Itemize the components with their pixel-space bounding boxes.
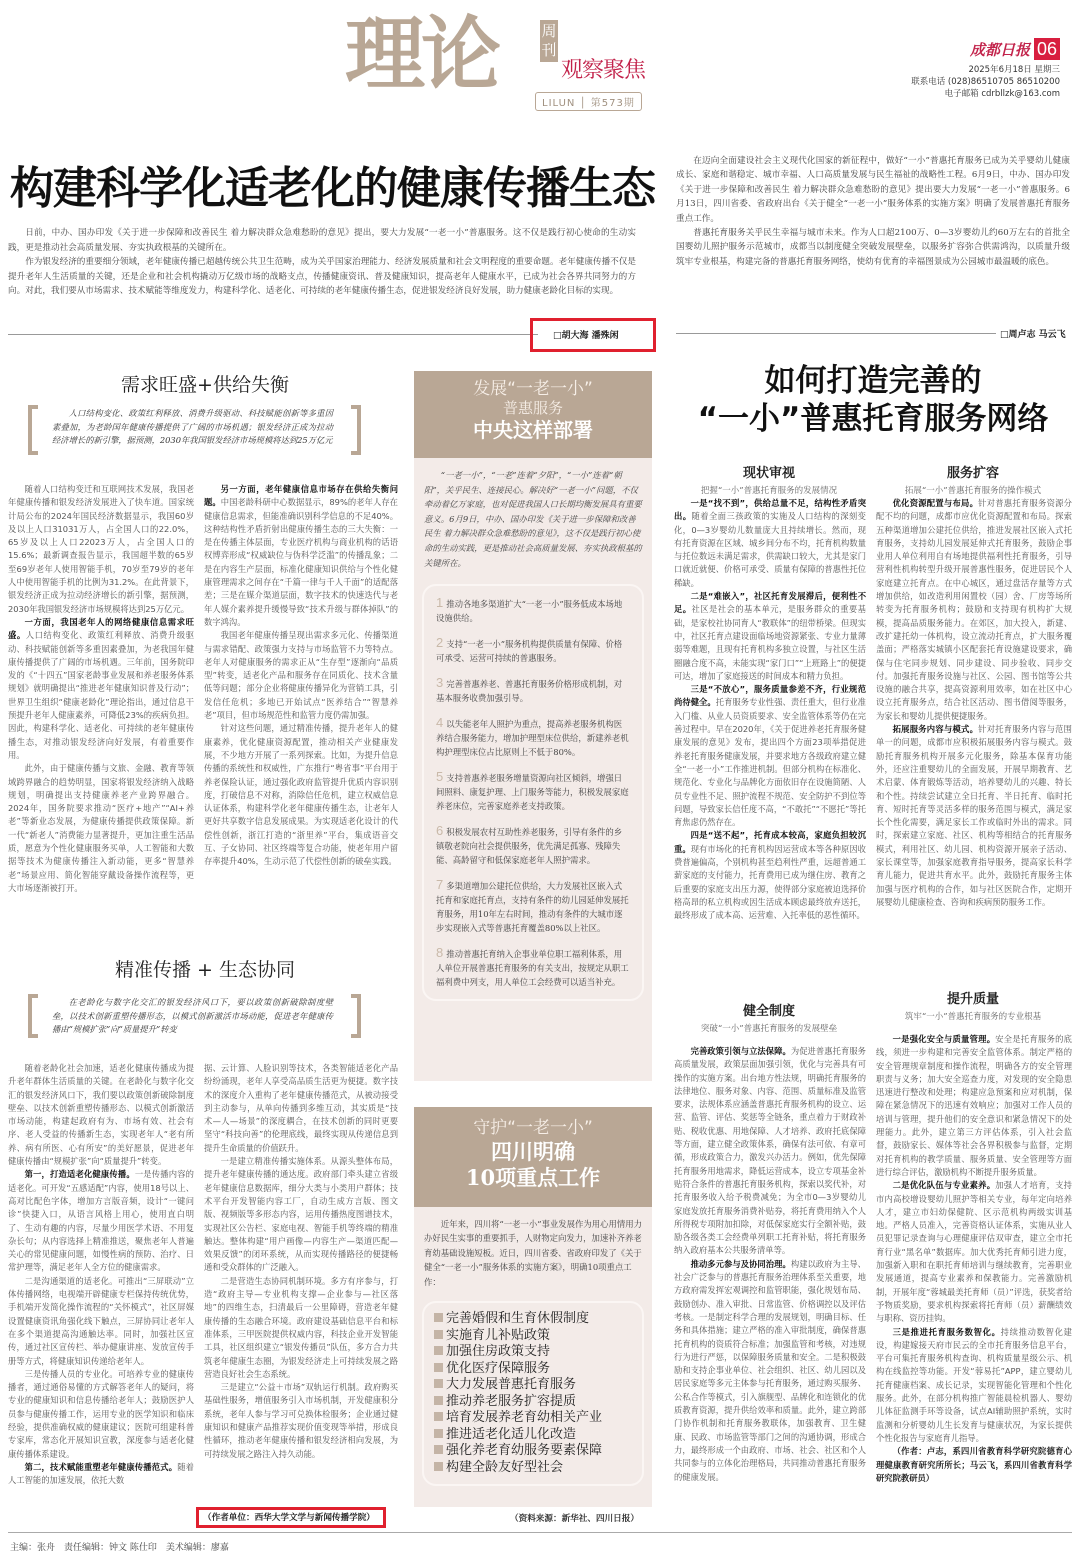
list-item: 推动养老服务扩容提质 [434, 1394, 632, 1411]
subsection-quality: 提升质量 筑牢“一小”普惠托育服务的专业根基 [904, 992, 1042, 1022]
footer-editors: 主编：张舟 责任编辑：钟文 陈仕印 美术编辑：廖嘉 [10, 1543, 229, 1553]
contact-email: 电子邮箱 cdrbllzk@163.com [944, 89, 1060, 99]
sidebar-central-list [422, 584, 644, 1001]
left-article-headline: 构建科学化适老化的健康传播生态 [10, 163, 655, 214]
sidebar-sichuan-work [414, 1107, 652, 1507]
issue-date: 2025年6月18日 星期三 [968, 65, 1060, 75]
section-quote-precision: 在老龄化与数字化交汇的银发经济风口下，要以政策创新破除制度壁垒，以技术创新重塑传播形态，以模式创新激活市场动能，促进老年健康传播由“规模扩张”向“质量提升”转变 [28, 994, 361, 1038]
list-item: 构建全龄友好型社会 [434, 1460, 632, 1477]
sidebar-central-intro: “一老一小”，“一老”连着“夕阳”，“一小”连着“朝阳”，关乎民生、连接民心。解决好“一老一小”问题，不仅牵动着亿万家庭，也对促进我国人口长期均衡发展具有重要意义。6月9日，中办、国办印发《关于进一步保障和改善民生 着力解决群众急难愁盼的意见》，这不仅是践行初心使命的生动实践，更是推动社会高质量发展、夯实执政根基的关键所在。 [424, 470, 642, 568]
contact-phone: 联系电话 (028)86510705 86510200 [911, 77, 1060, 87]
list-item: 3 完善普惠养老、普惠托育服务价格形成机制，对基本服务收费加强引导。 [436, 675, 623, 704]
bracket-left [28, 994, 38, 1038]
article-column: 另一方面，老年健康信息市场存在供给失衡问题。中国老龄科研中心数据显示，89%的老年人存在健康信息需求，但能准确识别科学信息的不足40%。这种结构性矛盾折射出健康传播生态的三大失衡：一是在传播主体层面，专业医疗机构与商业机构的话语权博弈形成“权威缺位与伪科学泛滥”的传播乱象；二是在内容生产层面，标准化健康知识供给与个性化健康管理需求之间存在“千篇一律与千人千面”的适配落差；三是在媒介渠道层面，数字技术的快速迭代与老年人媒介素养提升缓慢导致“技术升级与群体掉队”的数字鸿沟。 我国老年健康传播呈现出需求多元化、传播渠道与需求错配、政策强力支持与市场监管不力等特点。老年人对健康服务的需求正从“生存型”逐渐向“品质型”转变，适老化产品和服务存在同质化、技术含量低等问题；部分企业将健康传播异化为营销工具，引发信任危机；多地已开始试点“医养结合”“智慧养老”项目，但市场规范性和监管力度仍需加强。 针对这些问题，通过精准传播，提升老年人的健康素养，优化健康资源配置，推动相关产业健康发展，不少地方开展了一系列探索。比如，为提升信息传播的系统性和权威性，广东推行“粤省事”平台用于养老保险认证，通过强化政府监管提升优质内容识别度，打破信息不对称，消除信任危机，建立权威信息认证体系，构建科学化老年健康传播生态，让老年人更好共享数字信息发展成果。为实现适老化设计的代偿性创新，浙江打造的“浙里养”平台，集成语音交互、子女协同、社区终端等复合功能，使老年用户留存率提升40%，生动示范了代偿性创新的破垒实践。 [204, 484, 398, 867]
masthead [345, 7, 705, 109]
source-note: （资料来源：新华社、四川日报） [510, 1514, 639, 1524]
list-item: 7 多渠道增加公建托位供给，大力发展社区嵌入式托育和家庭托育点，支持有条件的幼儿园延伸发展托育服务，用10年左右时间，推动有条件的大城市逐步实现嵌入式等普惠托育覆盖80%以上社区。 [436, 877, 629, 934]
list-item: 大力发展普惠托育服务 [434, 1377, 632, 1394]
sidebar-sichuan-header: 守护“一老一小” 四川明确 10项重点工作 [414, 1107, 652, 1207]
sidebar-central-deployment [414, 371, 652, 1081]
left-article-intro: 日前，中办、国办印发《关于进一步保障和改善民生 着力解决群众急难愁盼的意见》提出，要大力发展“一老一小”普惠服务。这不仅是践行初心使命的生动实践，更是推动社会高质量发展、夯实执政根基的关键所在。 作为银发经济的重要细分领域，老年健康传播已超越传统公共卫生范畴，成为关乎国家治理能力、经济发展质量和社会文明程度的重要命题。老年健康传播不仅是提升老年人生活质量的关键，还是企业和社会机构撬动万亿级市场的战略支点，传播健康资讯、普及健康知识，提高老年人健康水平，已成为社会各界共同努力的方向。对此，我们要从市场需求、技术赋能等维度发力，构建科学化、适老化、可持续的老年健康传播生态，促进银发经济良好发展，助力健康老龄化目标的实现。 [8, 228, 636, 296]
list-item: 6 积极发展农村互助性养老服务，引导有条件的乡镇敬老院向社会提供服务，优先满足孤寡、残障失能、高龄留守和低保家庭老年人照护需求。 [436, 823, 623, 866]
list-item: 推进适老化适儿化改造 [434, 1427, 632, 1444]
masthead-weekly-badge: 周 刊 [540, 20, 558, 62]
article-column: 一是强化安全与质量管理。安全是托育服务的底线，须进一步构建和完善安全监管体系。制定严格的安全管理规章制度和操作流程，明确各方的安全管理职责与义务；加大安全巡查力度，对发现的安全隐患迅速进行整改和处理；构建应急预案和应对机制，保障在紧急情况下的迅速有效响应；加强对工作人员的培训与管理，提升他们的安全意识和紧急情况下的处理能力。此外，建立第三方评估体系，引入社会监督，鼓励家长、媒体等社会各界积极参与监督，定期对托育机构的教学质量、服务质量、安全管理等方面进行综合评估，激励机构不断提升服务质量。 二是优化队伍与专业素养。加强人才培育，支持市内高校增设婴幼儿照护等相关专业，每年定向培养人才，建立市妇幼保健院、区示范机构两级实训基地。严格人员准入，完善资格认证体系，实施从业人员犯罪记录查询与心理健康评估双审查，建立全市托育行业“黑名单”数据库。加大优秀托育师引进力度，加强新入职和在职托育师培训与继续教育，完善职业发展通道，提高专业素养和保教能力。完善激励机制，开展年度“蓉城最美托育师（员）”评选，获奖者给予物质奖励，要求机构探索将托育师（员）薪酬绩效与职称、资历挂钩。 三是推进托育服务数智化。持续推动数智化建设，构建嫁接天府市民云的全市托育服务信息平台，平台可集托育服务机构查询、机构质量星级公示、机构在线监控等功能。开发“蓉易托”APP，建立婴幼儿托育健康档案、成长记录，实现智能化管理和个性化服务。此外，在部分机构推广智能晨检机器人、婴幼儿体征监测手环等设备，试点AI辅助照护系统，实时监测和分析婴幼儿生长发育与健康状况，为家长提供个性化报告与家庭育儿指导。 （作者：卢志，系四川省教育科学研究院德育心理健康教育研究所所长；马云飞，系四川省教育科学研究院教研员） [876, 1033, 1072, 1485]
subsection-expansion: 服务扩容 拓展“一小”普惠托育服务的操作模式 [904, 466, 1042, 496]
masthead-column: 观察聚焦 [561, 58, 646, 83]
article-column: 随着老龄化社会加速，适老化健康传播成为提升老年群体生活质量的关键。在老龄化与数字化交汇的银发经济风口下，我们要以政策创新破除制度壁垒、以技术创新重塑传播形态、以模式创新激活市场动能，构建起政府有为、市场有效、社会有序、老人受益的传播新生态，实现老年人“老有所养、病有所医、心有所安”的美好愿景，促进老年健康传播由“规模扩张”向“质量提升”转变。 第一，打造适老化健康传播。一是传播内容的适老化。可开发“五感适配”内容，使用18号以上、高对比配色字体，增加方言版音频，设计“一键问诊”快捷入口，从语言风格上用心，使用直白明了、生动有趣的内容，尽量少用医学术语、不用复杂长句；从内容选择上精准推送，聚焦老年人普遍关心的常见健康问题，如慢性病的预防、治疗、日常护理等，满足老年人全方位的健康需求。 二是沟通渠道的适老化。可推出“三屏联动”立体传播网络，电视端开辟健康专栏保持传统优势，手机端开发简化操作流程的“关怀模式”，社区屏媒设置健康资讯角强化线下触点，三屏协同让老年人在多个渠道提高沟通触达率。同时，加强社区宣传，通过社区宣传栏、举办健康讲座、发放宣传手册等方式，将健康知识传递给老年人。 三是传播人员的专业化。可培养专业的健康传播者，通过通俗易懂的方式解答老年人的疑问，将专业的健康知识和信息传播给老年人；鼓励医护人员参与健康传播工作，运用专业的医学知识和临床经验，提供准确权威的健康建议；医院可组建科普专家库，常态化开展知识宣教，深度参与适老化健康传播体系建设。 第二，技术赋能重塑老年健康传播范式。随着人工智能的加速发展，依托大数 [8, 1063, 194, 1486]
paper-name-logo: 成都日报 [969, 40, 1030, 59]
subsection-system: 健全制度 突破“一小”普惠托育服务的发展壁垒 [700, 1004, 838, 1034]
bracket-left [28, 405, 38, 455]
right-article-byline: □周卢志 马云飞 [1000, 330, 1066, 340]
list-item: 培育发展养老育幼相关产业 [434, 1410, 632, 1427]
sidebar-sichuan-intro: 近年来，四川将“一老一小”事业发展作为用心用情用力办好民生实事的重要抓手，人财物定向发力，加速补齐养老育幼基础设施短板。近日，四川省委、省政府印发了《关于健全“一老一小”服务体系的实施方案》，明确10项重点工作： [424, 1219, 642, 1287]
section-quote-demand: 人口结构变化、政策红利释放、消费升级驱动、科技赋能创新等多重因素叠加，为老龄国年健康传播提供了广阔的市场机遇；银发经济正成为拉动经济增长的新引擎，据预测，2030年我国银发经济市场规模将达到25万亿元 [28, 405, 361, 455]
divider [676, 333, 996, 334]
page-number-badge: 06 [1034, 38, 1060, 60]
list-item: 5 支持普惠养老服务增量资源向社区倾斜，增强日间照料、康复护理、上门服务等能力，积极发展家庭养老床位，完善家庭养老支持政策。 [436, 769, 629, 812]
list-item: 强化养老育幼服务要素保障 [434, 1443, 632, 1460]
paper-info [890, 38, 1060, 100]
article-column: 随着人口结构变迁和互联网技术发展，我国老年健康传播和银发经济发展进入了快车道。国家统计局公布的2024年国民经济数据显示，我国60岁及以上人口31031万人，占全国人口的22.0%，65岁及以上人口22023万人，占全国人口的15.6%；最新调查报告显示，我国超半数的65岁至69岁老年人使用智能手机，70岁至79岁的老年人中使用智能手机的比例为31.2%。在此背景下，银发经济正成为拉动经济增长的新引擎，据预测，2030年我国银发经济市场规模将达到25万亿元。 一方面，我国老年人的网络健康信息需求旺盛。人口结构变化、政策红利释放、消费升级驱动、科技赋能创新等多重因素叠加，为老我国年健康传播提供了广阔的市场机遇。三年前，国务院印发的《“十四五”国家老龄事业发展和养老服务体系规划》就明确提出“推进老年健康知识普及行动”；世界卫生组织“健康老龄化”理论指出，通过信息干预提升老年人健康素养，可降低23%的疾病负担。因此，构建科学化、适老化、可持续的老年健康传播生态，对推动银发经济向好发展，有着重要作用。 此外，由于健康传播与文旅、金融、教育等领域跨界融合的趋势明显，国家将银发经济纳入战略规划，明确提出支持健康养老产业跨界融合。2024年，国务院要求推动“医疗+地产”“AI+养老”等新业态发展，为健康传播提供政策保障。新一代“新老人”消费能力显著提升，更加注重生活品质，愿意为个性化健康服务买单，人工智能和大数据等技术为健康传播注入新动能，更多“智慧养老”场景应用、简化智能穿戴设备操作流程等，更大市场逐渐被打开。 [8, 484, 194, 893]
article-column: 完善政策引领与立法保障。为促进普惠托育服务高质量发展，政策层面加强引领，优化与完善具有可操作的实施方案。出台地方性法规，明确托育服务的法律地位、服务对象、内容、范围、质量标准及监管要求，法规体系应涵盖普惠托育服务机构的设立、运营、监管、评估、奖惩等全链条，重点着力于财政补贴、税收优惠、用地保障、人才培养、政府托底保障等方面，建立健全政策体系，确保有法可依、有章可循，形成政策合力，激发兴办活力。例如，优先保障托育服务用地需求，降低运营成本，设立专项基金补贴符合条件的普惠托育服务机构，探索以奖代补，对托育服务收入给予税费减免；为全市0—3岁婴幼儿家庭发放托育服务消费补贴券，将托育费用纳入个人所得税专项附加扣除，对低保家庭实行全额补贴，鼓励各级各类工会经费单列职工托育补贴，将托育服务纳入政府基本公共服务清单等。 推动多元参与及协同治理。构建以政府为主导、社会广泛参与的普惠托育服务治理体系至关重要，地方政府需发挥宏观调控和监管职能，强化规划布局、鼓励创办、准入审批、日常监管、价格调控以及评估考核。一是制定科学合理的发展规划，明确目标、任务和具体措施；建立严格的准入审批制度，确保普惠托育机构的资质符合标准；加强监管和考核，对违规行为进行严惩，以保障服务质量和安全。二是积极鼓励和支持企事业单位、社会组织、社区、幼儿园以及居民家庭等多元主体参与托育服务，通过购买服务、公私合作等模式，引入旗舰型、品牌化和连锁化的优质教育资源，提升供给效率和质量。此外，建立跨部门协作机制和托育服务教联体，加强教育、卫生健康、民政、市场监管等部门之间的沟通协调，形成合力，最终形成一个由政府、市场、社会、社区和个人共同参与的立体化治理格局，共同推动普惠托育服务的健康发展。 [674, 1046, 866, 1482]
list-item: 实施育儿补贴政策 [434, 1328, 632, 1345]
masthead-title: 理论 [345, 7, 497, 101]
sidebar-sichuan-list [422, 1301, 644, 1486]
list-item: 4 以失能老年人照护为重点，提高养老服务机构医养结合服务能力，增加护理型床位供给，新建养老机构护理型床位占比原则上不低于80%。 [436, 715, 629, 758]
list-item: 优化医疗保障服务 [434, 1361, 632, 1378]
section-title-demand: 需求旺盛+供给失衡 [121, 374, 289, 396]
article-column: 据、云计算、人脸识别等技术，各类智能适老化产品纷纷涌现，老年人享受高品质生活更为便捷。数字技术的深度介入重构了老年健康传播范式，从被动接受到主动参与，从单向传播到多维互动，其实质是“技术—人—场景”的深度耦合，在技术创新的同时更要坚守“科技向善”的伦理底线，最终实现从传递信息到提升生命质量的价值跃升。 一是建立精准传播实施体系。从源头整体布局，提升老年健康传播的通达度。政府部门牵头建立省级老年健康信息数据库，细分大类与小类用户群体；技术平台开发智能内容工厂，自动生成方言版、图文版、视频版等多形态内容，运用传播热度图谱技术，实现社区公告栏、家庭电视、智能手机等终端的精准触达。整体构建“用户画像—内容生产—渠道匹配—效果反馈”的闭环系统，从而实现传播路径的便捷畅通和受众群体的广泛融入。 二是营造生态协同机制环境。多方有序参与，打造“政府主导—专业机构支撑—企业参与—社区落地”的四维生态，扫清最后一公里障碍，营造老年健康传播的生态融合环境。政府建设基础信息平台和标准体系，三甲医院提供权威内容，科技企业开发智能工具，社区组织建立“银发传播员”队伍，多方合力共筑老年健康生态圈，为银发经济走上可持续发展之路营造良好社会生态系统。 三是建立“公益＋市场”双轨运行机制。政府购买基础性服务，增值服务引入市场机制，开发健康积分系统，老年人参与学习可兑换体检服务；企业通过健康知识和健康产品推荐实现价值变现等举措，形成良性循环，推动老年健康传播和银发经济相向发展，为可持续发展之路注入持久动能。 [204, 1063, 398, 1459]
list-item: 1 推动各地多渠道扩大“一老一小”服务低成本场地设施供给。 [436, 595, 623, 624]
article-column: 一是“找不到”，供给总量不足，结构性矛盾突出。随着全面三孩政策的实施及人口结构的深刻变化，0—3岁婴幼儿数量庞大且持续增长。然而，现有托育资源在区域、城乡间分布不均，托育机构数量与托位数远未满足需求，供需缺口较大，尤其是家门口就近就便、价格可承受、质量有保障的普惠性托位稀缺。 二是“难嵌入”，社区托育发展滞后，便利性不足。社区是社会的基本单元，是服务群众的重要基础，是家校社协同育人“教联体”的纽带桥梁。但现实中，社区托育点建设面临场地资源紧张、专业力量薄弱等难题，且现有托育机构多独立设置，与社区生活圈融合度不高，未能实现“家门口”“上班路上”的便捷可达，增加了家庭接送的时间成本和精力负担。 三是“不放心”，服务质量参差不齐，行业规范尚待健全。托育服务专业性强、责任重大，但行业准入门槛、从业人员资质要求、安全监管体系等仍在完善过程中。早在2020年，《关于促进养老托育服务健康发展的意见》发布，提出四个方面23项举措促进养老托育服务健康发展，并要求地方各级政府建立健全“一老一小”工作推进机制。但部分机构在标准化、规范化、专业化与品牌化方面依旧存在设施简陋、人员专业性不足、照护流程不规范、安全防护不到位等问题，导致家长信任度不高，“不敢托”“不愿托”等托育焦虑仍然存在。 四是“送不起”，托育成本较高，家庭负担较沉重。现有市场化的托育机构因运营成本等各种原因收费普遍偏高，个别机构甚至趋利性严重，远超普通工薪家庭的支付能力，托育费用已成为继住房、教育之后重要的家庭支出压力源，使得部分家庭被迫选择价格高昂的私立机构或因生活成本顾虑最终放弃送托，最终形成了成本高、运营难、入托率低的恶性循环。 [674, 498, 866, 921]
list-item: 8 推动普惠托育纳入企事业单位职工福利体系，用人单位开展普惠托育服务的有关支出，按规定从职工福利费中列支，用人单位工会经费可以适当补充。 [436, 945, 629, 988]
sidebar-central-header: 发展“一老一小” 普惠服务 中央这样部署 [414, 371, 652, 458]
author-unit: （作者单位：西华大学文学与新闻传播学院） [203, 1513, 375, 1523]
footer-divider [8, 1532, 1072, 1533]
list-item: 加强住房政策支持 [434, 1344, 632, 1361]
masthead-issue: LILUN │ 第573期 [535, 92, 642, 111]
article-column: 优化资源配置与布局。针对普惠托育服务资源分配不均的问题，成都市应优化资源配置和布局。探索五种渠道增加公建托位供给，推进发展社区嵌入式托育服务，支持幼儿园发展延伸式托育服务，鼓励企事业用人单位利用自有场地提供福利性托育服务，引导营利性机构转型升级开展普惠性服务，促进居民个人家庭建立托育点。在中心城区，通过盘活存量等方式增加供给，如改造利用闲置校（园）舍、厂房等场所转变为托育服务机构；鼓励和支持现有机构扩大规模，提高品质服务能力。在郊区，加大投入，新建、改扩建托幼一体机构，设立流动托育点，扩大服务覆盖面；严格落实城镇小区配套托育设施建设要求，确保与住宅同步规划、同步建设、同步验收、同步交付。加强托育服务设施与社区、公园、图书馆等公共设施的融合共享，提高资源利用效率，如在社区中心设立托育服务点，结合社区活动、图书借阅等服务，为家长和婴幼儿提供便捷服务。 拓展服务内容与模式。针对托育服务内容与范围单一的问题，成都市应积极拓展服务内容与模式。鼓励托育服务机构开展多元化服务，除基本保育功能外，还应注重婴幼儿的全面发展，开展早期教育、艺术启蒙、体育锻炼等活动，培养婴幼儿的兴趣、特长和个性。持续尝试建立全日托育、半日托育、临时托育、短时托育等灵活多样的服务范围与模式，满足家长个性化需要，满足家长工作或临时外出的需求。同时，探索建立家庭、社区、机构等相结合的托育服务模式，利用社区、幼儿园、机构资源开展亲子活动、家长课堂等，加强家庭教育指导服务，提高家长科学育儿能力，促进共育水平。此外，鼓励托育服务主体加强与医疗机构的合作，如与社区医院合作，定期开展婴幼儿健康检查、咨询和疾病预防服务工作。 [876, 498, 1072, 907]
list-item: 2 支持“一老一小”服务机构提供质量有保障、价格可承受、运营可持续的普惠服务。 [436, 635, 623, 664]
subsection-status: 现状审视 把握“一小”普惠托育服务的发展情况 [700, 466, 838, 496]
left-article-byline: □胡大海 潘殊闲 [553, 331, 619, 341]
author-info: （作者：卢志，系四川省教育科学研究院德育心理健康教育研究所所长；马云飞，系四川省教育科学研究院教研员） [876, 1446, 1072, 1483]
section-title-precision: 精准传播 + 生态协同 [115, 959, 295, 981]
list-item: 完善婚假和生育休假制度 [434, 1311, 632, 1328]
divider [8, 334, 538, 335]
right-article-intro: 在迈向全面建设社会主义现代化国家的新征程中，做好“一小”普惠托育服务已成为关乎婴幼儿健康成长、家庭和谐稳定、城市幸福、人口高质量发展与民生福祉的战略性工程。6月9日，中办、国办印发《关于进一步保障和改善民生 着力解决群众急难愁盼的意见》提出要大力发展“一老一小”普惠服务。6月13日，四川省委、省政府出台《关于健全“一老一小”服务体系的实施方案》明确了发展普惠托育服务重点工作。 普惠托育服务关乎民生幸福与城市未来。作为人口超2100万、0—3岁婴幼儿约60万左右的首批全国婴幼儿照护服务示范城市，成都当以制度健全突破发展壁垒，以服务扩容弥合供需鸿沟，以质量升级筑牢专业根基，构建完备的普惠托育服务网络，使幼有优育的幸福图景成为公园城市最温暖的底色。 [676, 156, 1070, 267]
bracket-right [351, 405, 361, 455]
bracket-right [351, 994, 361, 1038]
right-article-headline: 如何打造完善的 “一小”普惠托育服务网络 [697, 363, 1049, 437]
